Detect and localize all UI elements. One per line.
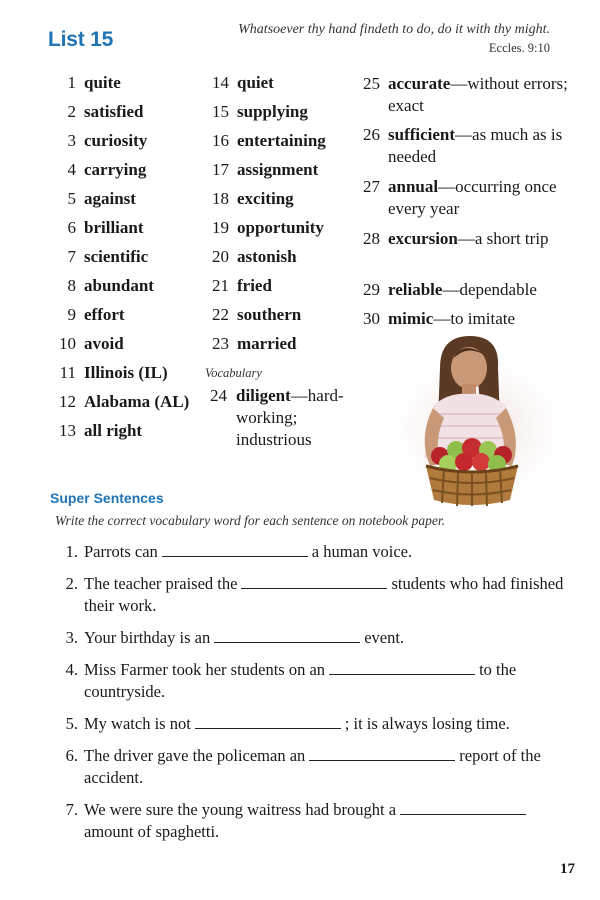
list-item: 5 against xyxy=(67,189,136,208)
list-item: 3 curiosity xyxy=(67,131,148,150)
scripture-quote: Whatsoever thy hand findeth to do, do it with thy might. xyxy=(238,22,550,37)
list-item: 12 Alabama (AL) xyxy=(59,392,190,411)
answer-blank xyxy=(195,713,341,729)
list-item: 6 brilliant xyxy=(67,218,144,237)
answer-blank xyxy=(329,659,475,675)
girl-with-apple-basket-illustration xyxy=(378,328,578,506)
section-heading: Super Sentences xyxy=(50,490,164,506)
list-item: 21 fried xyxy=(212,276,272,295)
list-item: 9 effort xyxy=(67,305,125,324)
list-item: 7 scientific xyxy=(67,247,149,266)
list-item: 19 opportunity xyxy=(212,218,324,237)
instructions: Write the correct vocabulary word for each sentence on notebook paper. xyxy=(55,513,446,528)
answer-blank xyxy=(162,541,308,557)
list-item: 2 satisfied xyxy=(67,102,144,121)
page-title: List 15 xyxy=(48,28,114,51)
list-item: 11 Illinois (IL) xyxy=(59,363,168,382)
list-item: 16 entertaining xyxy=(212,131,326,150)
quote-source: Eccles. 9:10 xyxy=(488,41,550,55)
answer-blank xyxy=(309,745,455,761)
page-number: 17 xyxy=(560,861,575,877)
vocabulary-label: Vocabulary xyxy=(205,366,262,380)
list-item: 13 all right xyxy=(59,421,143,440)
answer-blank xyxy=(400,799,526,815)
list-item: 1 quite xyxy=(67,73,121,92)
list-item: 15 supplying xyxy=(212,102,308,121)
list-item: 23 married xyxy=(212,334,297,353)
list-item: 8 abundant xyxy=(67,276,154,295)
answer-blank xyxy=(241,573,387,589)
list-item: 14 quiet xyxy=(212,73,274,92)
list-item: 10 avoid xyxy=(59,334,124,353)
list-item: 22 southern xyxy=(212,305,302,324)
answer-blank xyxy=(214,627,360,643)
list-item: 17 assignment xyxy=(212,160,319,179)
list-item: 18 exciting xyxy=(212,189,294,208)
list-item: 20 astonish xyxy=(212,247,297,266)
list-item: 4 carrying xyxy=(67,160,147,179)
